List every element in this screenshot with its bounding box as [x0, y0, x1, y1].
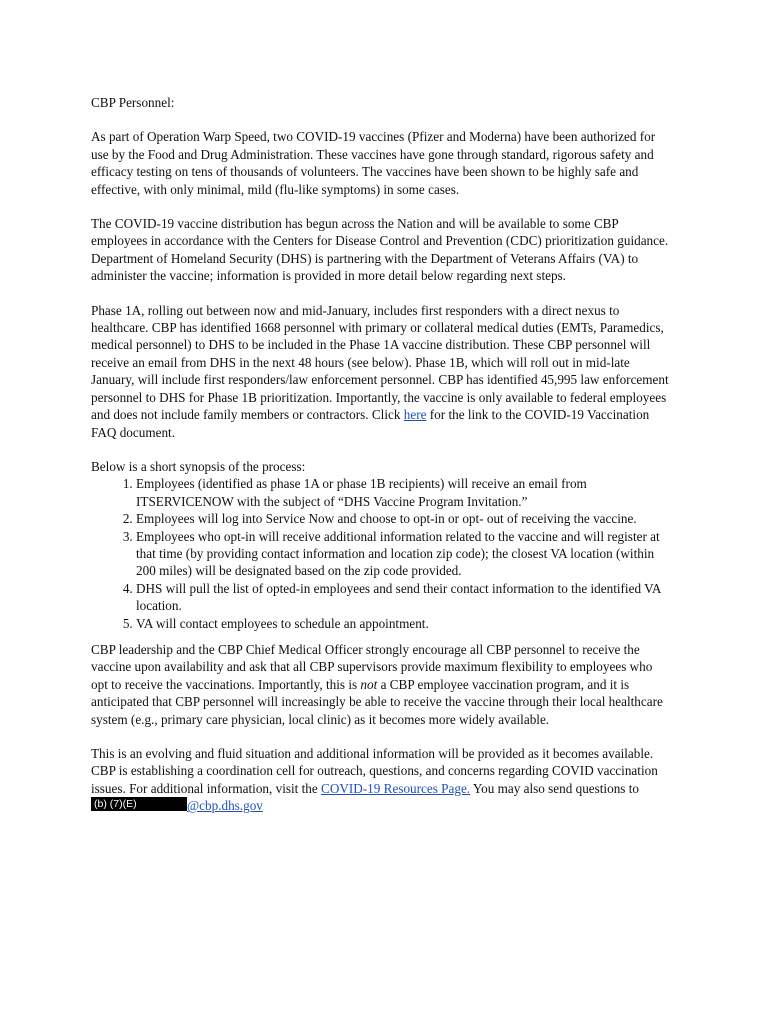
process-step: 4. DHS will pull the list of opted-in employees and send their contact information to the identified VA location.: [136, 580, 672, 615]
process-intro: Below is a short synopsis of the process:: [91, 458, 306, 474]
phase-info-text: Phase 1A, rolling out between now and mid-January, includes first responders with a direct nexus to healthcare. CBP has identified 1668 personnel with primary or collateral medical duties (EMTs, Paramedics, medical personnel) to DHS to be included in the Phase 1A vaccine distribution. These CBP personnel will receive an email from DHS in the next 48 hours (see below). Phase 1B, which will roll out in mid-late January, will include first responders/law enforcement personnel. CBP has identified 45,995 law enforcement personnel to DHS for Phase 1B prioritization. Importantly, the vaccine is only available to federal employees and does not include family members or contractors. Click: [91, 302, 669, 423]
email-link[interactable]: @cbp.dhs.gov: [187, 798, 263, 814]
paragraph-phase-info: [91, 302, 672, 441]
redaction-box: (b) (7)(E): [91, 797, 187, 811]
resources-text-before: This is an evolving and fluid situation and additional information will be provided as it becomes available. CBP is establishing a coordination cell for outreach, questions, and concerns regarding COVID vaccination issues. For additional information, visit the: [91, 746, 658, 796]
leadership-text-after: a CBP employee vaccination program, and it is anticipated that CBP personnel will increasingly be able to receive the vaccine through their local healthcare system (e.g., primary care physician, local clinic) as it becomes more widely available.: [91, 676, 663, 727]
leadership-text-before: CBP leadership and the CBP Chief Medical Officer strongly encourage all CBP personnel to receive the vaccine upon availability and ask that all CBP supervisors provide maximum flexibility to employees who opt to receive the vaccinations. Importantly, this is: [91, 641, 653, 692]
process-step: 2. Employees will log into Service Now and choose to opt-in or opt- out of receiving the vaccine.: [136, 510, 672, 527]
leadership-emphasis: not: [360, 676, 378, 692]
phase-info-tail: for the link to the COVID-19 Vaccination FAQ document.: [91, 407, 650, 440]
process-step: 1. Employees (identified as phase 1A or phase 1B recipients) will receive an email from ITSERVICENOW with the subject of “DHS Vaccine Program Invitation.”: [136, 475, 672, 510]
process-step: 3. Employees who opt-in will receive additional information related to the vaccine and will register at that time (by providing contact information and location zip code); the closest VA location (within 200 miles) will be designated based on the zip code provided.: [136, 528, 672, 580]
resources-text-middle: You may also send questions to: [470, 780, 639, 796]
process-step: 5. VA will contact employees to schedule an appointment.: [136, 615, 672, 632]
paragraph-leadership: [91, 641, 672, 728]
faq-here-link[interactable]: here: [403, 407, 427, 423]
paragraph-vaccine-distribution: The COVID-19 vaccine distribution has begun across the Nation and will be available to some CBP employees in accordance with the Centers for Disease Control and Prevention (CDC) prioritization guidance. Department of Homeland Security (DHS) is partnering with the Department of Veterans Affairs (VA) to administer the vaccine; information is provided in more detail below regarding next steps.: [91, 216, 669, 284]
process-steps-list: [91, 475, 672, 632]
greeting: CBP Personnel:: [91, 95, 175, 110]
covid-resources-link[interactable]: COVID-19 Resources Page.: [321, 780, 471, 796]
paragraph-operation-warp-speed: As part of Operation Warp Speed, two COVID-19 vaccines (Pfizer and Moderna) have been authorized for use by the Food and Drug Administration. These vaccines have gone through standard, rigorous safety and efficacy testing on tens of thousands of volunteers. The vaccines have been shown to be highly safe and effective, with only minimal, mild (flu-like symptoms) in some cases.: [91, 129, 656, 197]
paragraph-resources: [91, 745, 672, 815]
